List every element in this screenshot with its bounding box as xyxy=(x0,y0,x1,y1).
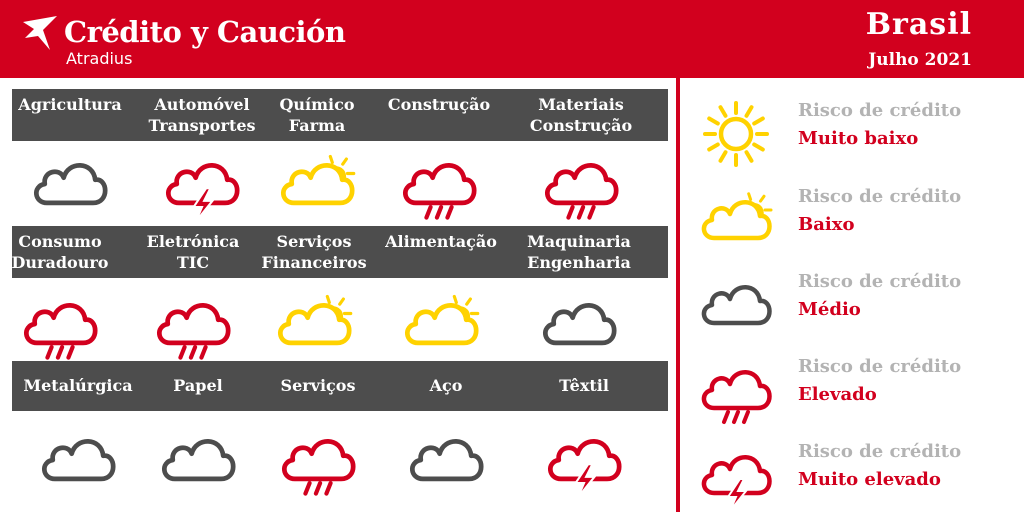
sector-label xyxy=(281,375,356,396)
legend-level: Baixo xyxy=(798,214,855,235)
sector-label-line2: Farma xyxy=(288,116,346,135)
storm-cloud-icon xyxy=(160,142,244,226)
legend-label: Risco de crédito xyxy=(798,356,962,377)
sun-cloud-icon xyxy=(696,180,776,260)
vertical-divider xyxy=(676,78,680,512)
sector-label-line1: Papel xyxy=(173,376,223,395)
sector-label-line1: Alimentação xyxy=(385,232,497,251)
sector-label xyxy=(261,231,366,273)
sector-label xyxy=(23,375,132,396)
sun-icon xyxy=(696,94,776,174)
sector-label xyxy=(279,94,354,136)
sector-label-line1: Consumo xyxy=(18,232,102,251)
sector-label-line1: Materiais xyxy=(538,95,624,114)
legend-level: Médio xyxy=(798,299,861,320)
sector-label-line2: Duradouro xyxy=(11,253,109,272)
sector-label xyxy=(385,231,497,252)
rain-cloud-icon xyxy=(397,142,481,226)
legend-label: Risco de crédito xyxy=(798,100,962,121)
legend-label: Risco de crédito xyxy=(798,271,962,292)
sector-label-line1: Metalúrgica xyxy=(23,376,133,395)
legend-level: Elevado xyxy=(798,384,877,405)
sector-label xyxy=(430,375,463,396)
atradius-logo-icon xyxy=(20,14,60,54)
sector-label xyxy=(12,231,109,273)
cloud-icon xyxy=(537,282,621,366)
sector-label xyxy=(388,94,490,115)
sun-cloud-icon xyxy=(275,142,359,226)
cloud-icon xyxy=(696,265,776,345)
sector-label-line2: Construção xyxy=(529,116,633,135)
legend-label: Risco de crédito xyxy=(798,441,962,462)
sector-label xyxy=(147,231,240,273)
cloud-icon xyxy=(156,418,240,502)
sector-label xyxy=(527,231,631,273)
brand-name: Crédito y Caución xyxy=(64,15,346,49)
rain-cloud-icon xyxy=(539,142,623,226)
sector-label-line1: Agricultura xyxy=(18,95,122,114)
legend-label: Risco de crédito xyxy=(798,186,962,207)
sector-label xyxy=(173,375,222,396)
sector-label-line2: Engenharia xyxy=(527,253,631,272)
sector-label xyxy=(18,94,121,115)
storm-cloud-icon xyxy=(696,435,776,515)
rain-cloud-icon xyxy=(151,282,235,366)
rain-cloud-icon xyxy=(276,418,360,502)
sector-label xyxy=(148,94,255,136)
legend-level: Muito baixo xyxy=(798,128,919,149)
sector-label-line2: TIC xyxy=(176,253,210,272)
cloud-icon xyxy=(36,418,120,502)
sector-label-line1: Serviços xyxy=(280,376,356,395)
sector-label-line1: Construção xyxy=(387,95,491,114)
report-date: Julho 2021 xyxy=(868,50,972,70)
sector-label xyxy=(559,375,609,396)
brand-subtitle: Atradius xyxy=(66,49,133,68)
sector-label-line2: Financeiros xyxy=(261,253,367,272)
sector-label-line1: Aço xyxy=(429,376,463,395)
cloud-icon xyxy=(28,142,112,226)
sun-cloud-icon xyxy=(272,282,356,366)
sector-label-line1: Serviços xyxy=(276,232,352,251)
sector-label-line1: Automóvel xyxy=(154,95,250,114)
sector-label-line1: Maquinaria xyxy=(527,232,631,251)
cloud-icon xyxy=(404,418,488,502)
sun-cloud-icon xyxy=(399,282,483,366)
header-bar xyxy=(0,0,1024,78)
storm-cloud-icon xyxy=(542,418,626,502)
sector-label xyxy=(530,94,632,136)
rain-cloud-icon xyxy=(18,282,102,366)
sector-label-line2: Transportes xyxy=(148,116,256,135)
sector-label-line1: Eletrónica xyxy=(146,232,240,251)
sector-label-line1: Têxtil xyxy=(559,376,609,395)
legend-level: Muito elevado xyxy=(798,469,941,490)
sector-label-line1: Químico xyxy=(279,95,355,114)
country-title: Brasil xyxy=(865,7,972,42)
rain-cloud-icon xyxy=(696,350,776,430)
